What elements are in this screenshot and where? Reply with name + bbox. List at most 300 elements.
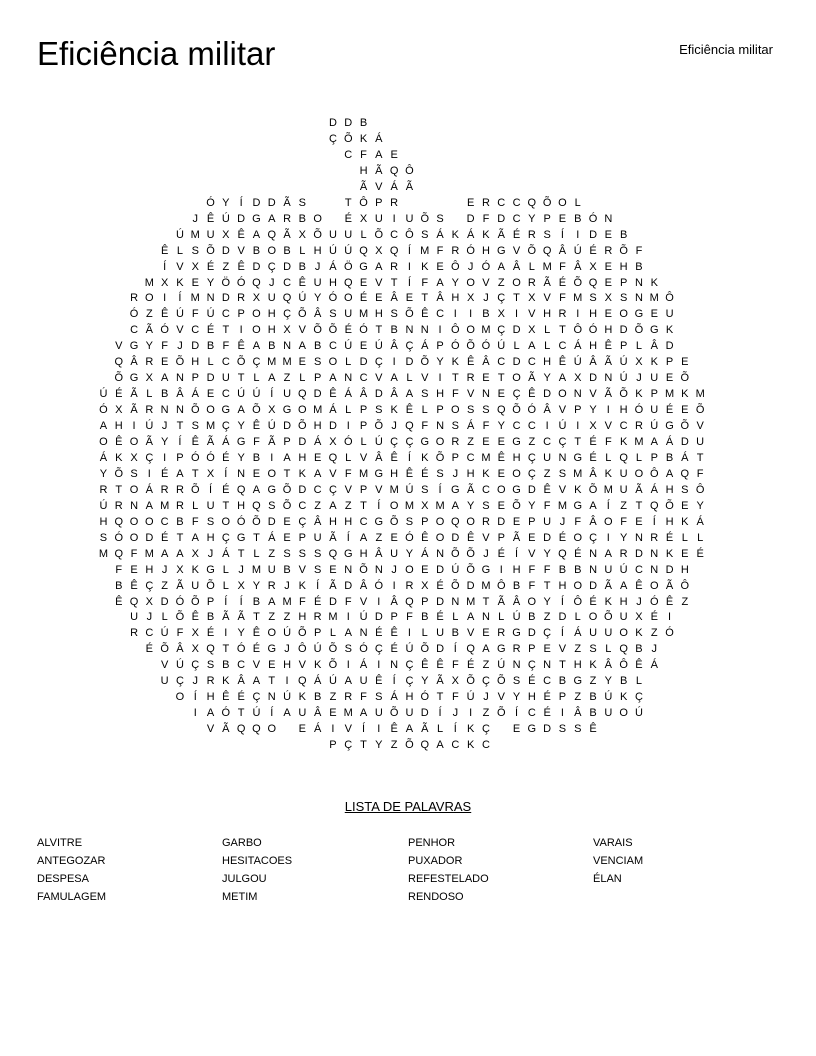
grid-cell: K	[681, 388, 689, 401]
grid-cell	[310, 196, 325, 210]
grid-cell: É	[145, 643, 153, 656]
grid-cell: E	[390, 531, 398, 544]
grid-cell: É	[252, 643, 261, 656]
grid-cell: T	[191, 467, 199, 480]
grid-cell: A	[359, 531, 368, 544]
grid-cell: P	[298, 531, 306, 544]
grid-cell: O	[619, 308, 628, 321]
grid-cell: D	[589, 228, 598, 241]
grid-cell: L	[222, 563, 229, 576]
grid-cell: I	[163, 292, 167, 305]
grid-cell: F	[451, 659, 459, 672]
grid-cell: D	[298, 483, 307, 496]
grid-cell: I	[469, 707, 473, 720]
grid-cell: S	[329, 308, 337, 321]
grid-cell: K	[604, 467, 612, 480]
grid-cell: X	[252, 292, 261, 305]
grid-cell: T	[222, 324, 230, 337]
grid-cell: B	[252, 244, 261, 257]
grid-cell: M	[481, 324, 491, 337]
grid-cell: G	[573, 451, 583, 464]
grid-cell: H	[573, 659, 582, 672]
grid-cell: Ç	[497, 324, 506, 337]
grid-cell: Õ	[190, 595, 200, 608]
grid-cell: V	[329, 467, 337, 480]
grid-cell: D	[252, 260, 261, 273]
grid-cell: O	[129, 436, 139, 448]
grid-cell: H	[191, 356, 200, 369]
grid-cell: K	[482, 467, 490, 480]
grid-cell: I	[224, 627, 228, 640]
grid-cell: A	[268, 372, 276, 385]
grid-cell: N	[175, 372, 184, 385]
grid-cell: F	[559, 260, 566, 273]
grid-cell: Â	[359, 579, 368, 592]
grid-cell: I	[392, 212, 396, 225]
grid-cell: B	[283, 563, 291, 576]
grid-cell: Ê	[436, 659, 444, 672]
grid-cell: B	[268, 340, 276, 353]
grid-cell: Ç	[374, 356, 383, 369]
grid-cell: H	[328, 276, 337, 289]
grid-cell: Q	[114, 547, 124, 560]
grid-cell	[448, 196, 463, 210]
grid-cell: Á	[436, 228, 444, 241]
grid-cell: E	[436, 260, 444, 273]
grid-cell: H	[619, 260, 628, 273]
grid-cell: Ç	[374, 643, 383, 656]
grid-cell: R	[206, 675, 215, 688]
grid-cell: É	[359, 292, 368, 305]
grid-cell: A	[405, 723, 414, 736]
grid-cell: O	[267, 244, 277, 257]
grid-cell: E	[283, 515, 291, 528]
grid-cell: H	[298, 451, 307, 464]
grid-cell: Ê	[558, 356, 567, 369]
grid-cell: D	[527, 627, 536, 640]
grid-cell: Ó	[588, 212, 598, 225]
grid-cell: B	[313, 340, 322, 353]
grid-cell: Z	[467, 436, 475, 448]
grid-cell: A	[329, 499, 337, 512]
grid-cell: Ê	[405, 404, 414, 417]
grid-cell: Õ	[252, 515, 261, 528]
grid-cell: P	[528, 515, 536, 528]
grid-cell: Y	[99, 467, 108, 480]
grid-cell: E	[512, 515, 521, 528]
grid-cell: L	[360, 436, 367, 448]
grid-cell: Ã	[222, 611, 230, 624]
grid-cell: J	[452, 707, 459, 720]
grid-cell: F	[222, 340, 230, 353]
grid-cell: Z	[283, 611, 291, 624]
grid-cell: K	[635, 627, 643, 640]
grid-cell: U	[604, 627, 613, 640]
grid-cell: K	[313, 659, 322, 672]
grid-cell: É	[650, 611, 658, 624]
grid-cell: R	[466, 372, 475, 385]
grid-cell: R	[130, 627, 139, 640]
grid-cell: Á	[421, 340, 429, 353]
grid-cell: U	[344, 228, 353, 241]
grid-cell: U	[436, 627, 445, 640]
grid-cell: F	[344, 467, 352, 480]
grid-cell: R	[481, 515, 490, 528]
grid-cell: B	[558, 675, 567, 688]
grid-cell: A	[252, 228, 261, 241]
grid-cell: G	[512, 627, 521, 640]
grid-cell: P	[313, 372, 322, 385]
grid-cell: D	[589, 372, 598, 385]
grid-cell: É	[589, 451, 597, 464]
grid-cell: O	[619, 707, 628, 720]
grid-cell: I	[346, 611, 350, 624]
grid-cell: Ú	[650, 420, 659, 433]
grid-cell: D	[436, 595, 445, 608]
grid-cell: D	[558, 611, 567, 624]
grid-cell: Ã	[604, 388, 612, 401]
grid-cell: Ã	[543, 276, 551, 289]
grid-cell: Á	[390, 691, 398, 704]
grid-cell: X	[283, 324, 291, 337]
grid-cell: I	[515, 308, 519, 321]
grid-cell: Í	[239, 196, 243, 209]
grid-cell: H	[604, 324, 613, 337]
grid-cell: U	[650, 372, 659, 385]
grid-cell: U	[619, 467, 628, 480]
grid-cell: Y	[543, 595, 551, 608]
grid-cell: F	[130, 547, 138, 560]
grid-cell: P	[574, 404, 582, 417]
grid-cell: Â	[650, 340, 658, 353]
grid-cell: Õ	[328, 643, 338, 656]
grid-cell: C	[359, 515, 368, 528]
grid-cell: Õ	[420, 356, 430, 369]
grid-cell: O	[466, 276, 475, 289]
grid-cell: Q	[343, 276, 353, 289]
grid-cell: Ô	[680, 579, 690, 592]
word-list-item: REFESTELADO	[408, 873, 489, 885]
grid-cell: R	[405, 579, 414, 592]
grid-cell: Õ	[466, 563, 475, 576]
grid-cell: J	[452, 467, 459, 480]
grid-cell: É	[237, 691, 245, 704]
grid-cell: Õ	[328, 659, 338, 672]
grid-cell: D	[589, 579, 598, 592]
grid-cell: K	[619, 436, 628, 448]
grid-cell: Â	[375, 451, 383, 464]
grid-cell: M	[404, 499, 415, 512]
grid-cell: D	[359, 356, 368, 369]
grid-cell: U	[374, 212, 383, 225]
grid-cell: E	[497, 436, 505, 448]
grid-cell: S	[206, 659, 215, 672]
grid-cell: U	[267, 292, 276, 305]
grid-cell: N	[237, 467, 246, 480]
grid-cell: N	[344, 372, 353, 385]
grid-cell: Ú	[573, 356, 582, 369]
grid-cell: Ã	[405, 180, 414, 193]
grid-cell: Q	[619, 451, 628, 464]
grid-cell: H	[680, 563, 689, 576]
grid-cell: R	[130, 292, 139, 305]
grid-cell: Õ	[252, 404, 261, 417]
grid-cell: Í	[239, 595, 243, 608]
grid-cell	[432, 196, 447, 210]
grid-cell: É	[160, 467, 169, 480]
grid-cell: R	[390, 196, 399, 209]
grid-cell: O	[634, 467, 644, 480]
grid-cell: E	[497, 388, 505, 401]
grid-cell: Ã	[145, 436, 153, 448]
grid-cell: V	[160, 659, 169, 672]
grid-cell: Ê	[160, 244, 169, 257]
grid-cell: Á	[650, 659, 658, 672]
grid-cell: É	[589, 595, 597, 608]
grid-cell: Ô	[451, 260, 460, 273]
grid-cell: O	[99, 436, 108, 448]
grid-cell: Ç	[283, 308, 292, 321]
grid-cell: Ã	[176, 579, 184, 592]
grid-cell: Ã	[283, 196, 291, 209]
grid-cell: Â	[512, 260, 521, 273]
grid-cell: L	[681, 531, 688, 544]
grid-cell: Y	[619, 531, 628, 544]
grid-cell: I	[407, 627, 411, 640]
grid-cell: N	[420, 324, 429, 337]
grid-cell: Á	[222, 436, 230, 448]
grid-cell: Ú	[267, 420, 276, 433]
grid-cell: F	[406, 611, 413, 624]
grid-cell: B	[558, 563, 567, 576]
grid-cell: Q	[496, 404, 506, 417]
grid-cell: Õ	[420, 643, 430, 656]
grid-cell: C	[497, 196, 506, 209]
grid-cell: P	[619, 340, 628, 353]
grid-cell: P	[543, 212, 551, 225]
grid-cell: A	[482, 643, 490, 656]
grid-cell: Y	[589, 404, 597, 417]
grid-cell: G	[420, 436, 430, 448]
grid-cell: O	[573, 579, 583, 592]
grid-cell: J	[238, 563, 244, 576]
grid-cell: S	[313, 547, 322, 560]
grid-cell: L	[635, 451, 642, 464]
grid-cell: M	[343, 707, 353, 720]
grid-cell: N	[589, 563, 598, 576]
grid-cell: Ç	[221, 531, 230, 544]
grid-cell: V	[558, 643, 567, 656]
grid-cell: F	[635, 244, 643, 257]
grid-cell: T	[559, 659, 566, 672]
grid-cell: D	[283, 420, 292, 433]
grid-cell: V	[344, 723, 352, 736]
grid-cell: E	[298, 356, 306, 369]
grid-cell: P	[359, 404, 368, 417]
grid-cell: G	[267, 643, 277, 656]
grid-cell: H	[619, 404, 628, 417]
grid-cell: X	[329, 436, 337, 448]
grid-cell: U	[619, 611, 628, 624]
grid-cell: C	[145, 627, 154, 640]
grid-cell: U	[589, 627, 598, 640]
grid-cell: Ç	[221, 420, 230, 433]
grid-cell: Q	[252, 499, 261, 512]
grid-cell: Z	[543, 611, 551, 624]
grid-cell: Q	[236, 723, 246, 736]
grid-cell: I	[560, 707, 564, 720]
grid-cell: P	[650, 388, 658, 401]
grid-cell: E	[528, 531, 536, 544]
grid-cell: K	[298, 467, 306, 480]
grid-cell: I	[163, 451, 167, 464]
grid-cell: N	[481, 611, 490, 624]
grid-cell: J	[391, 420, 397, 433]
grid-cell: X	[268, 404, 276, 417]
grid-cell: S	[191, 420, 199, 433]
grid-cell: M	[144, 276, 154, 289]
grid-cell: K	[589, 659, 597, 672]
grid-cell: I	[377, 659, 381, 672]
grid-cell: Ê	[390, 627, 398, 640]
grid-cell: N	[160, 404, 169, 417]
grid-cell: O	[604, 515, 613, 528]
grid-cell: Ê	[115, 436, 123, 448]
grid-cell: G	[267, 483, 277, 496]
grid-cell: T	[696, 451, 704, 464]
grid-cell: X	[176, 563, 184, 576]
grid-cell: É	[466, 659, 475, 672]
word-list-item: HESITACOES	[222, 855, 293, 867]
grid-cell: N	[436, 420, 445, 433]
grid-cell: Ó	[99, 404, 108, 417]
grid-cell: J	[284, 579, 290, 592]
grid-cell: C	[451, 739, 460, 752]
grid-cell: V	[482, 531, 490, 544]
grid-cell: D	[267, 515, 276, 528]
grid-cell: I	[499, 563, 503, 576]
grid-cell: S	[421, 483, 429, 496]
grid-cell: Ô	[359, 196, 368, 209]
grid-cell: T	[268, 675, 276, 688]
grid-cell: I	[193, 707, 197, 720]
grid-cell: Ç	[328, 132, 337, 145]
grid-cell: N	[512, 659, 521, 672]
grid-cell: Ê	[375, 675, 383, 688]
grid-cell: S	[543, 228, 551, 241]
grid-cell: H	[328, 515, 337, 528]
grid-cell: F	[191, 308, 199, 321]
grid-cell: Ã	[436, 675, 444, 688]
grid-cell: Q	[649, 499, 659, 512]
grid-cell: Õ	[695, 404, 705, 417]
grid-cell: Ê	[543, 483, 551, 496]
grid-cell: Q	[542, 244, 552, 257]
grid-cell: F	[298, 595, 306, 608]
grid-cell: Ê	[252, 420, 261, 433]
grid-cell: C	[512, 212, 521, 225]
grid-cell: E	[421, 563, 429, 576]
grid-cell: Ç	[328, 483, 337, 496]
grid-cell: P	[665, 356, 674, 369]
grid-cell: A	[268, 212, 276, 225]
grid-cell: D	[328, 420, 337, 433]
grid-cell: H	[145, 563, 154, 576]
grid-cell: F	[528, 579, 536, 592]
grid-cell: Q	[405, 595, 414, 608]
grid-cell: E	[160, 356, 169, 369]
grid-cell: Ç	[145, 579, 154, 592]
grid-cell: T	[451, 372, 459, 385]
grid-cell: É	[115, 388, 123, 401]
grid-cell: Â	[482, 356, 490, 369]
grid-cell: Ã	[237, 611, 245, 624]
grid-cell: D	[619, 324, 628, 337]
grid-cell: I	[545, 420, 549, 433]
grid-cell: Õ	[282, 483, 292, 496]
grid-cell: L	[635, 340, 642, 353]
grid-cell: O	[267, 723, 277, 736]
grid-cell: Í	[438, 483, 442, 496]
grid-cell: I	[392, 356, 396, 369]
grid-cell: E	[543, 643, 551, 656]
grid-cell: D	[543, 388, 552, 401]
grid-cell: C	[130, 324, 139, 337]
grid-cell: B	[298, 260, 306, 273]
grid-cell: R	[99, 483, 108, 496]
grid-cell: H	[543, 356, 552, 369]
grid-cell: U	[221, 372, 230, 385]
grid-cell: E	[298, 723, 306, 736]
grid-cell: Í	[407, 451, 411, 464]
grid-cell: B	[619, 228, 628, 241]
grid-cell: É	[543, 707, 551, 720]
grid-cell: Z	[268, 611, 276, 624]
grid-cell: C	[328, 340, 337, 353]
grid-cell: E	[604, 228, 612, 241]
grid-cell: Õ	[389, 515, 399, 528]
grid-cell: R	[558, 308, 567, 321]
grid-cell: Z	[620, 499, 628, 512]
grid-cell: B	[313, 691, 322, 704]
grid-cell: Ç	[390, 436, 399, 448]
grid-cell: K	[451, 356, 459, 369]
grid-cell: S	[574, 723, 582, 736]
grid-cell: E	[359, 340, 368, 353]
grid-cell: Ê	[528, 388, 536, 401]
grid-cell: Q	[298, 388, 307, 401]
grid-cell: E	[482, 627, 490, 640]
grid-cell: I	[392, 579, 396, 592]
grid-cell: D	[252, 196, 261, 209]
grid-cell: É	[696, 547, 704, 560]
grid-cell: Á	[313, 723, 322, 736]
grid-cell: Õ	[328, 324, 338, 337]
grid-cell: Ç	[481, 723, 490, 736]
grid-cell: A	[344, 675, 352, 688]
grid-cell: B	[421, 611, 429, 624]
grid-cell: S	[436, 467, 444, 480]
grid-cell: C	[283, 276, 292, 289]
grid-cell: M	[205, 420, 216, 433]
grid-cell: C	[512, 196, 521, 209]
grid-cell: Ó	[466, 244, 475, 257]
grid-cell: F	[620, 515, 628, 528]
grid-cell: M	[251, 563, 262, 576]
grid-cell: F	[176, 627, 184, 640]
grid-cell: Ã	[145, 324, 153, 337]
grid-cell: N	[558, 451, 567, 464]
